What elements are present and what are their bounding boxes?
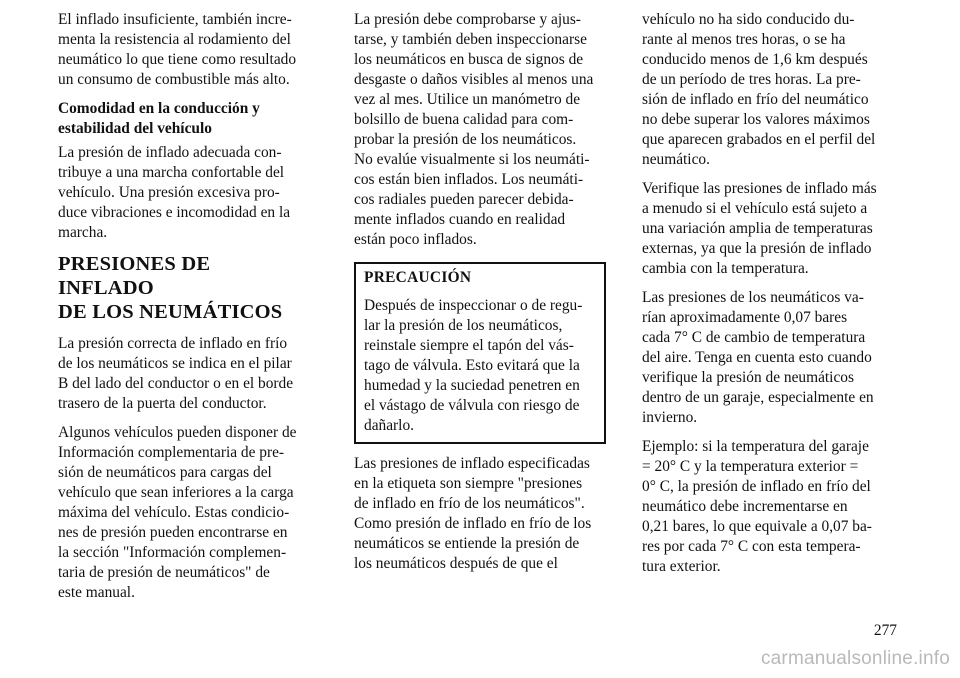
column-right xyxy=(642,10,894,586)
paragraph-comfort: La presión de inflado adecuada con- tribuye a una marcha confortable del vehículo. Una presión excesiva pro- duce vibraciones e incomodidad en la marcha. xyxy=(58,144,291,241)
paragraph-check-monthly: La presión debe comprobarse y ajus- tarse, y también deben inspeccionarse los neumáticos en busca de signos de desgaste o daños visibles al menos una vez al mes. Utilice un manómetro de bolsillo de buena calidad para com- probar la presión de los neumáticos. No evalúe visualmente si los neumáti- cos están bien inflados. Los neumáti- cos radiales pueden parecer debida- mente inflados cuando en realidad están poco inflados. xyxy=(354,11,594,248)
caution-box xyxy=(354,262,606,444)
paragraph-pressure-per-degree: Las presiones de los neumáticos va- rían aproximadamente 0,07 bares cada 7° C de cambio de temperatura del aire. Tenga en cuenta esto cuando verifique la presión de neumáticos dentro de un garaje, especialmente en invierno. xyxy=(642,289,874,426)
watermark-text: carmanualsonline.info xyxy=(760,648,950,669)
caution-text: Después de inspeccionar o de regu- lar la presión de los neumáticos, reinstale siempre el tapón del vás- tago de válvula. Esto evitará que la humedad y la suciedad penetren en el vástago de válvula con riesgo de dañarlo. xyxy=(364,297,583,434)
column-middle xyxy=(354,10,606,583)
paragraph-underinflation: El inflado insuficiente, también incre- menta la resistencia al rodamiento del neumático lo que tiene como resultado un consumo de combustible más alto. xyxy=(58,11,297,88)
section-heading-tire-pressures: PRESIONES DE INFLADO DE LOS NEUMÁTICOS xyxy=(58,253,283,323)
paragraph-cold-pressure-location: La presión correcta de inflado en frío de los neumáticos se indica en el pilar B del lado del conductor o en el borde trasero de la puerta del conductor. xyxy=(58,335,294,412)
paragraph-cold-definition-continued: vehículo no ha sido conducido du- rante al menos tres horas, o se ha conducido menos de 1,6 km después de un período de tres horas. La pre- sión de inflado en frío del neumático no debe superar los valores máximos que aparecen grabados en el perfil del neumático. xyxy=(642,11,876,168)
caution-title: PRECAUCIÓN xyxy=(364,269,472,286)
paragraph-temperature-variation: Verifique las presiones de inflado más a menudo si el vehículo está sujeto a una variación amplia de temperaturas externas, ya que la presión de inflado cambia con la temperatura. xyxy=(642,180,877,277)
column-left xyxy=(58,10,310,612)
subheading-comfort-stability: Comodidad en la conducción y estabilidad del vehículo xyxy=(58,100,260,137)
paragraph-garage-example: Ejemplo: si la temperatura del garaje = 20° C y la temperatura exterior = 0° C, la presión de inflado en frío del neumático debe incrementarse en 0,21 bares, lo que equivale a 0,07 ba- res por cada 7° C con esta tempera- tura exterior. xyxy=(642,438,872,575)
paragraph-supplemental-info: Algunos vehículos pueden disponer de Información complementaria de pre- sión de neumáticos para cargas del vehículo que sean inferiores a la carga máxima del vehículo. Estas condicio- nes de presión pueden encontrarse en la sección "Información complemen- taria de presión de neumáticos" de este manual. xyxy=(58,424,297,601)
page-number: 277 xyxy=(873,622,897,639)
paragraph-cold-inflation-definition: Las presiones de inflado especificadas en la etiqueta son siempre "presiones de inflado en frío de los neumáticos". Como presión de inflado en frío de los neumáticos se entiende la presión de los neumáticos después de que el xyxy=(354,455,592,572)
